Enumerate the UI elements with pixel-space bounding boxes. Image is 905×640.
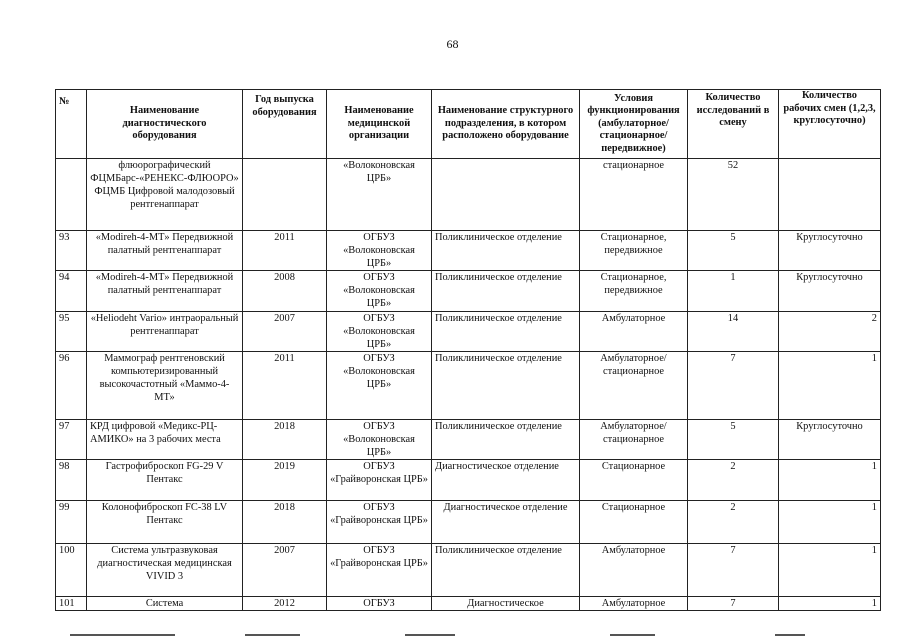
cell-conditions: Стационарное	[580, 460, 688, 501]
cell-count: 1	[688, 271, 779, 312]
cell-conditions: Амбулаторное	[580, 597, 688, 611]
scan-edge-marks	[0, 630, 905, 640]
cell-conditions: Амбулаторное	[580, 544, 688, 597]
cell-year: 2007	[243, 312, 327, 352]
cell-count: 2	[688, 501, 779, 544]
header-no: №	[56, 90, 87, 159]
cell-name: Система ультразвуковая диагностическая медицинская VIVID 3	[87, 544, 243, 597]
cell-conditions: стационарное	[580, 159, 688, 231]
cell-org: ОГБУЗ «Волоконовская ЦРБ»	[327, 312, 432, 352]
table-row	[56, 271, 881, 312]
cell-year: 2008	[243, 271, 327, 312]
table-row	[56, 231, 881, 271]
cell-org: ОГБУЗ «Грайворонская ЦРБ»	[327, 544, 432, 597]
cell-shifts: Круглосуточно	[779, 271, 881, 312]
cell-org: «Волоконовская ЦРБ»	[327, 159, 432, 231]
scan-mark	[775, 634, 805, 636]
cell-count: 14	[688, 312, 779, 352]
cell-dept: Поликлиническое отделение	[432, 312, 580, 352]
equipment-table	[55, 89, 881, 611]
cell-year	[243, 159, 327, 231]
cell-dept: Поликлиническое отделение	[432, 231, 580, 271]
cell-shifts: Круглосуточно	[779, 231, 881, 271]
cell-name: Колонофиброскоп FC-38 LV Пентакс	[87, 501, 243, 544]
cell-count: 5	[688, 420, 779, 460]
cell-conditions: Стационарное, передвижное	[580, 231, 688, 271]
cell-conditions: Стационарное, передвижное	[580, 271, 688, 312]
header-count: Количество исследований в смену	[688, 90, 779, 159]
cell-dept	[432, 159, 580, 231]
table-row	[56, 352, 881, 420]
cell-year: 2018	[243, 501, 327, 544]
cell-name: «Modireh-4-MT» Передвижной палатный рентгенаппарат	[87, 271, 243, 312]
cell-year: 2007	[243, 544, 327, 597]
cell-name: флюорографический ФЦМБарс-«РЕНЕКС-ФЛЮОРО» ФЦМБ Цифровой малодозовый рентгенаппарат	[87, 159, 243, 231]
cell-conditions: Амбулаторное/ стационарное	[580, 352, 688, 420]
cell-dept: Диагностическое отделение	[432, 501, 580, 544]
cell-year: 2019	[243, 460, 327, 501]
cell-shifts	[779, 159, 881, 231]
cell-count: 52	[688, 159, 779, 231]
cell-shifts: 1	[779, 501, 881, 544]
header-shifts: Количество рабочих смен (1,2,3, круглосуточно)	[779, 90, 881, 159]
header-conditions: Условия функционирования (амбулаторное/ стационарное/ передвижное)	[580, 90, 688, 159]
table-row	[56, 501, 881, 544]
cell-year: 2012	[243, 597, 327, 611]
cell-no	[56, 159, 87, 231]
cell-no: 93	[56, 231, 87, 271]
cell-name: Маммограф рентгеновский компьютеризированный высокочастотный «Маммо-4-МТ»	[87, 352, 243, 420]
cell-name: «Heliodeht Vario» интраоральный рентгенаппарат	[87, 312, 243, 352]
cell-no: 99	[56, 501, 87, 544]
header-org: Наименование медицинской организации	[327, 90, 432, 159]
cell-year: 2011	[243, 352, 327, 420]
cell-dept: Поликлиническое отделение	[432, 420, 580, 460]
table-row	[56, 159, 881, 231]
cell-shifts: 1	[779, 352, 881, 420]
cell-org: ОГБУЗ «Грайворонская ЦРБ»	[327, 501, 432, 544]
table-row	[56, 544, 881, 597]
cell-count: 2	[688, 460, 779, 501]
page-number: 68	[446, 37, 459, 51]
cell-name: Гастрофиброскоп FG-29 V Пентакс	[87, 460, 243, 501]
cell-no: 96	[56, 352, 87, 420]
scan-mark	[405, 634, 455, 636]
cell-year: 2018	[243, 420, 327, 460]
scan-mark	[70, 634, 175, 636]
cell-dept: Поликлиническое отделение	[432, 352, 580, 420]
cell-dept: Поликлиническое отделение	[432, 271, 580, 312]
cell-org: ОГБУЗ «Волоконовская ЦРБ»	[327, 420, 432, 460]
cell-org: ОГБУЗ «Волоконовская ЦРБ»	[327, 271, 432, 312]
scan-mark	[610, 634, 655, 636]
cell-dept: Поликлиническое отделение	[432, 544, 580, 597]
cell-org: ОГБУЗ «Грайворонская ЦРБ»	[327, 460, 432, 501]
cell-count: 7	[688, 352, 779, 420]
cell-conditions: Стационарное	[580, 501, 688, 544]
table-row	[56, 597, 881, 611]
cell-no: 97	[56, 420, 87, 460]
scan-mark	[245, 634, 300, 636]
cell-no: 95	[56, 312, 87, 352]
cell-count: 7	[688, 544, 779, 597]
cell-name: Система	[87, 597, 243, 611]
cell-shifts: 1	[779, 597, 881, 611]
table-row	[56, 312, 881, 352]
cell-org: ОГБУЗ	[327, 597, 432, 611]
cell-count: 7	[688, 597, 779, 611]
cell-no: 100	[56, 544, 87, 597]
cell-shifts: 1	[779, 460, 881, 501]
cell-count: 5	[688, 231, 779, 271]
cell-no: 101	[56, 597, 87, 611]
cell-name: КРД цифровой «Медикс-РЦ-АМИКО» на 3 рабочих места	[87, 420, 243, 460]
cell-conditions: Амбулаторное	[580, 312, 688, 352]
table-row	[56, 420, 881, 460]
header-year: Год выпуска оборудования	[243, 90, 327, 159]
cell-year: 2011	[243, 231, 327, 271]
header-dept: Наименование структурного подразделения, в котором расположено оборудование	[432, 90, 580, 159]
table-row	[56, 460, 881, 501]
cell-name: «Modireh-4-MT» Передвижной палатный рентгенаппарат	[87, 231, 243, 271]
cell-conditions: Амбулаторное/ стационарное	[580, 420, 688, 460]
cell-shifts: 1	[779, 544, 881, 597]
header-name: Наименование диагностического оборудования	[87, 90, 243, 159]
cell-org: ОГБУЗ «Волоконовская ЦРБ»	[327, 231, 432, 271]
cell-dept: Диагностическое отделение	[432, 460, 580, 501]
cell-no: 94	[56, 271, 87, 312]
table-header-row	[56, 90, 881, 159]
cell-org: ОГБУЗ «Волоконовская ЦРБ»	[327, 352, 432, 420]
cell-dept: Диагностическое	[432, 597, 580, 611]
cell-no: 98	[56, 460, 87, 501]
cell-shifts: 2	[779, 312, 881, 352]
cell-shifts: Круглосуточно	[779, 420, 881, 460]
